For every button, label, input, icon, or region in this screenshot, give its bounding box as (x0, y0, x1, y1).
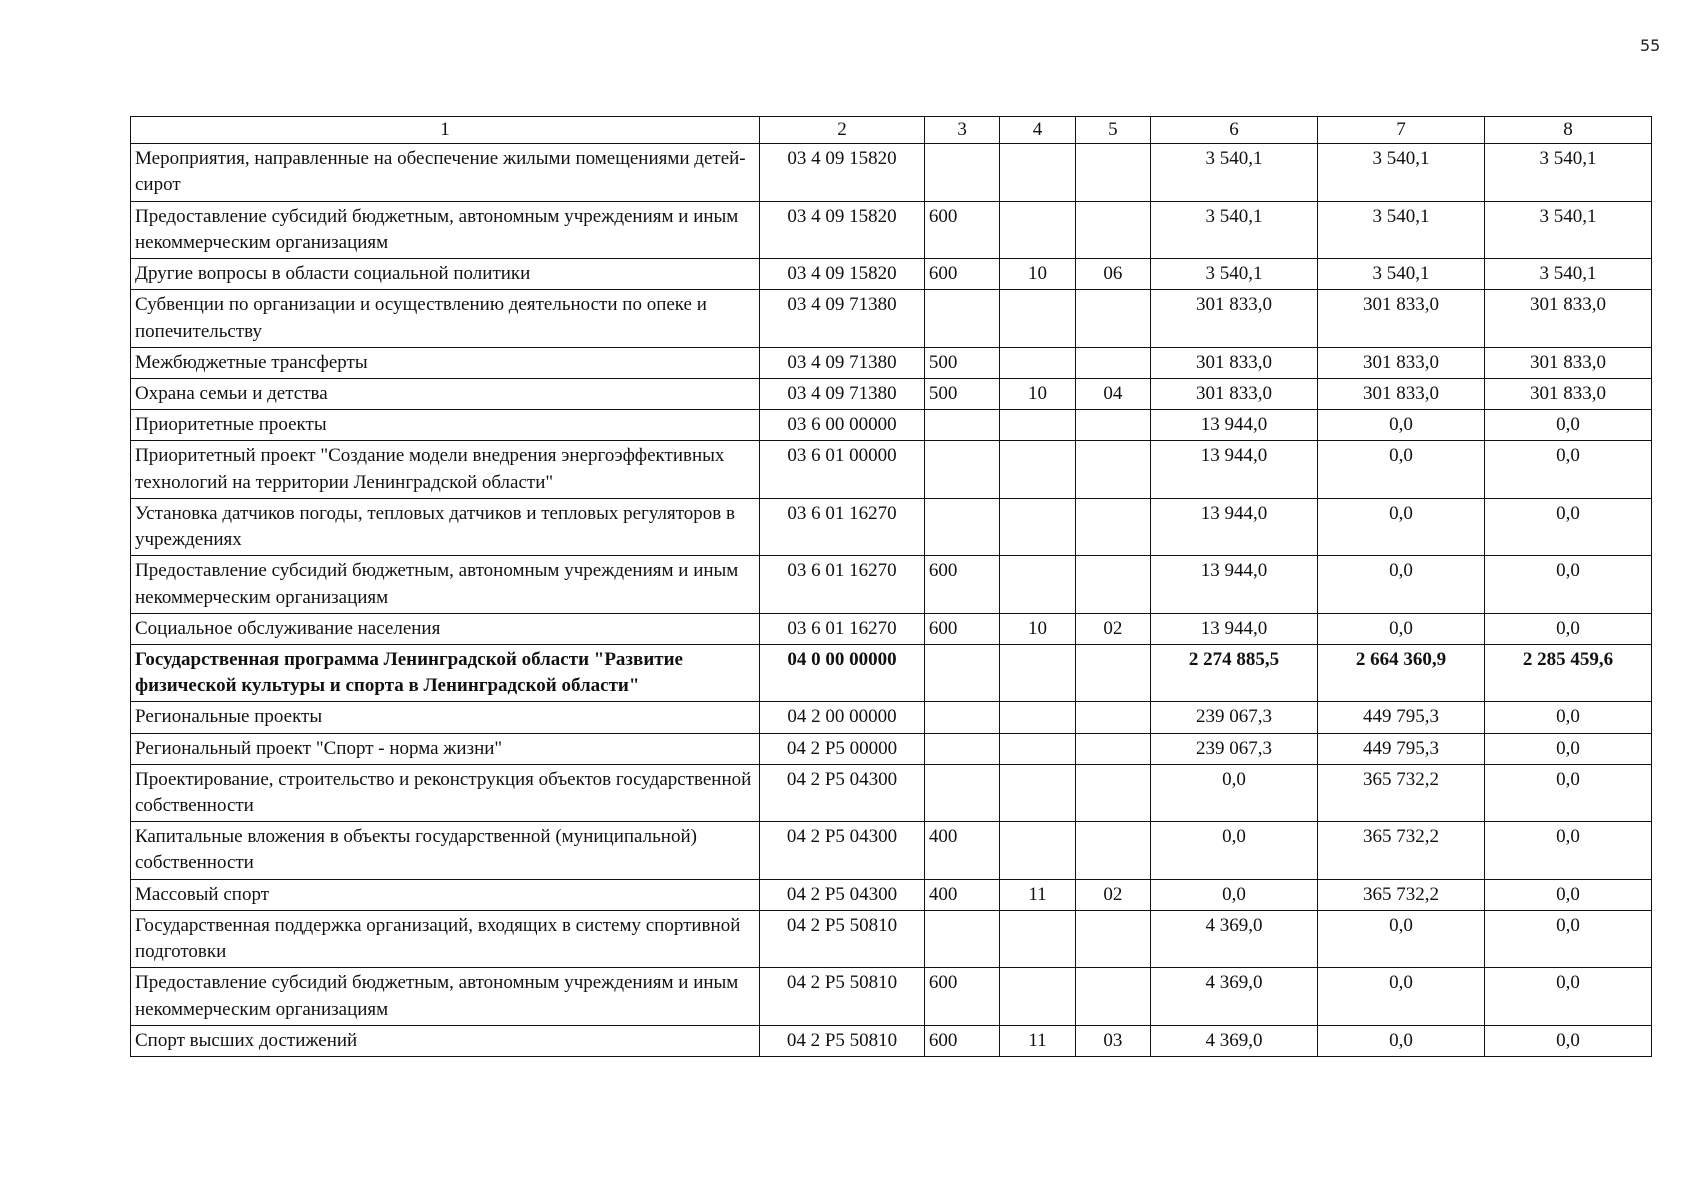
table-row (131, 910, 1652, 967)
table-row (131, 378, 1652, 409)
expense-type-cell: 600 (924, 556, 999, 613)
budget-code-cell: 04 2 P5 04300 (760, 879, 925, 910)
expense-type-cell (924, 498, 999, 555)
budget-code-cell: 03 6 01 16270 (760, 613, 925, 644)
header-row (131, 117, 1652, 144)
budget-code-cell: 04 2 P5 04300 (760, 764, 925, 821)
table-header (131, 117, 1652, 144)
row-name-cell: Предоставление субсидий бюджетным, автономным учреждениям и иным некоммерческим организациям (131, 968, 760, 1025)
amount-col7-cell: 2 664 360,9 (1318, 644, 1485, 701)
section-cell (1000, 764, 1075, 821)
amount-col6-cell: 0,0 (1151, 764, 1318, 821)
subsection-cell: 04 (1075, 378, 1150, 409)
page-number: 55 (1640, 36, 1661, 55)
table-row (131, 441, 1652, 498)
amount-col6-cell: 4 369,0 (1151, 910, 1318, 967)
header-cell: 3 (924, 117, 999, 144)
amount-col8-cell: 3 540,1 (1484, 144, 1651, 201)
amount-col7-cell: 365 732,2 (1318, 879, 1485, 910)
table-row (131, 144, 1652, 201)
row-name-cell: Государственная поддержка организаций, входящих в систему спортивной подготовки (131, 910, 760, 967)
amount-col7-cell: 365 732,2 (1318, 764, 1485, 821)
row-name-cell: Субвенции по организации и осуществлению деятельности по опеке и попечительству (131, 290, 760, 347)
budget-code-cell: 03 4 09 71380 (760, 347, 925, 378)
amount-col6-cell: 0,0 (1151, 822, 1318, 879)
header-cell: 1 (131, 117, 760, 144)
amount-col7-cell: 0,0 (1318, 1025, 1485, 1056)
subsection-cell: 02 (1075, 613, 1150, 644)
subsection-cell (1075, 702, 1150, 733)
subsection-cell (1075, 764, 1150, 821)
table-row (131, 290, 1652, 347)
budget-code-cell: 04 2 P5 50810 (760, 968, 925, 1025)
header-cell: 7 (1318, 117, 1485, 144)
section-cell (1000, 347, 1075, 378)
expense-type-cell (924, 733, 999, 764)
amount-col6-cell: 4 369,0 (1151, 1025, 1318, 1056)
amount-col6-cell: 13 944,0 (1151, 556, 1318, 613)
section-cell (1000, 498, 1075, 555)
amount-col8-cell: 0,0 (1484, 410, 1651, 441)
amount-col8-cell: 0,0 (1484, 733, 1651, 764)
section-cell: 11 (1000, 1025, 1075, 1056)
section-cell (1000, 968, 1075, 1025)
amount-col8-cell: 2 285 459,6 (1484, 644, 1651, 701)
amount-col8-cell: 3 540,1 (1484, 201, 1651, 258)
budget-code-cell: 03 4 09 15820 (760, 259, 925, 290)
section-cell: 10 (1000, 378, 1075, 409)
expense-type-cell: 400 (924, 879, 999, 910)
budget-table (130, 116, 1652, 1057)
table-row (131, 702, 1652, 733)
expense-type-cell: 600 (924, 259, 999, 290)
subsection-cell (1075, 144, 1150, 201)
amount-col6-cell: 301 833,0 (1151, 378, 1318, 409)
header-cell: 2 (760, 117, 925, 144)
budget-code-cell: 03 6 01 16270 (760, 556, 925, 613)
subsection-cell (1075, 556, 1150, 613)
amount-col7-cell: 0,0 (1318, 613, 1485, 644)
amount-col7-cell: 301 833,0 (1318, 290, 1485, 347)
expense-type-cell: 600 (924, 968, 999, 1025)
amount-col7-cell: 0,0 (1318, 910, 1485, 967)
section-cell (1000, 290, 1075, 347)
budget-code-cell: 04 2 P5 50810 (760, 910, 925, 967)
amount-col7-cell: 0,0 (1318, 441, 1485, 498)
amount-col8-cell: 301 833,0 (1484, 347, 1651, 378)
section-cell (1000, 910, 1075, 967)
budget-code-cell: 04 2 P5 04300 (760, 822, 925, 879)
expense-type-cell: 600 (924, 1025, 999, 1056)
table-row (131, 556, 1652, 613)
row-name-cell: Охрана семьи и детства (131, 378, 760, 409)
amount-col8-cell: 3 540,1 (1484, 259, 1651, 290)
header-cell: 6 (1151, 117, 1318, 144)
header-cell: 4 (1000, 117, 1075, 144)
budget-code-cell: 04 2 00 00000 (760, 702, 925, 733)
table-row (131, 733, 1652, 764)
subsection-cell (1075, 910, 1150, 967)
table-row (131, 613, 1652, 644)
row-name-cell: Приоритетный проект "Создание модели внедрения энергоэффективных технологий на территории Ленинградской области" (131, 441, 760, 498)
table-row (131, 201, 1652, 258)
amount-col6-cell: 4 369,0 (1151, 968, 1318, 1025)
amount-col8-cell: 0,0 (1484, 764, 1651, 821)
amount-col6-cell: 13 944,0 (1151, 613, 1318, 644)
subsection-cell: 06 (1075, 259, 1150, 290)
subsection-cell (1075, 441, 1150, 498)
amount-col8-cell: 301 833,0 (1484, 290, 1651, 347)
amount-col7-cell: 0,0 (1318, 498, 1485, 555)
expense-type-cell: 500 (924, 378, 999, 409)
amount-col8-cell: 0,0 (1484, 1025, 1651, 1056)
subsection-cell (1075, 201, 1150, 258)
amount-col8-cell: 0,0 (1484, 613, 1651, 644)
amount-col7-cell: 0,0 (1318, 410, 1485, 441)
subsection-cell: 02 (1075, 879, 1150, 910)
budget-code-cell: 03 6 01 16270 (760, 498, 925, 555)
row-name-cell: Другие вопросы в области социальной политики (131, 259, 760, 290)
section-cell (1000, 441, 1075, 498)
amount-col8-cell: 0,0 (1484, 879, 1651, 910)
subsection-cell (1075, 410, 1150, 441)
table-row (131, 822, 1652, 879)
expense-type-cell: 500 (924, 347, 999, 378)
amount-col6-cell: 301 833,0 (1151, 290, 1318, 347)
section-cell: 10 (1000, 259, 1075, 290)
amount-col7-cell: 301 833,0 (1318, 347, 1485, 378)
amount-col8-cell: 0,0 (1484, 441, 1651, 498)
amount-col8-cell: 0,0 (1484, 556, 1651, 613)
expense-type-cell (924, 290, 999, 347)
section-cell: 10 (1000, 613, 1075, 644)
table-row (131, 644, 1652, 701)
budget-code-cell: 03 4 09 71380 (760, 290, 925, 347)
row-name-cell: Спорт высших достижений (131, 1025, 760, 1056)
budget-code-cell: 03 4 09 71380 (760, 378, 925, 409)
table-row (131, 764, 1652, 821)
budget-code-cell: 04 2 P5 00000 (760, 733, 925, 764)
table-row (131, 968, 1652, 1025)
amount-col7-cell: 449 795,3 (1318, 733, 1485, 764)
row-name-cell: Социальное обслуживание населения (131, 613, 760, 644)
expense-type-cell (924, 644, 999, 701)
table-row (131, 1025, 1652, 1056)
table-row (131, 879, 1652, 910)
amount-col6-cell: 0,0 (1151, 879, 1318, 910)
subsection-cell (1075, 644, 1150, 701)
expense-type-cell: 400 (924, 822, 999, 879)
table-row (131, 410, 1652, 441)
section-cell (1000, 822, 1075, 879)
expense-type-cell: 600 (924, 201, 999, 258)
expense-type-cell (924, 441, 999, 498)
budget-code-cell: 03 4 09 15820 (760, 201, 925, 258)
section-cell (1000, 733, 1075, 764)
header-cell: 8 (1484, 117, 1651, 144)
row-name-cell: Капитальные вложения в объекты государственной (муниципальной) собственности (131, 822, 760, 879)
budget-code-cell: 03 6 00 00000 (760, 410, 925, 441)
subsection-cell: 03 (1075, 1025, 1150, 1056)
expense-type-cell: 600 (924, 613, 999, 644)
row-name-cell: Приоритетные проекты (131, 410, 760, 441)
row-name-cell: Межбюджетные трансферты (131, 347, 760, 378)
subsection-cell (1075, 347, 1150, 378)
budget-code-cell: 04 2 P5 50810 (760, 1025, 925, 1056)
row-name-cell: Государственная программа Ленинградской области "Развитие физической культуры и спорта в Ленинградской области" (131, 644, 760, 701)
section-cell (1000, 644, 1075, 701)
section-cell (1000, 702, 1075, 733)
amount-col7-cell: 0,0 (1318, 968, 1485, 1025)
amount-col6-cell: 3 540,1 (1151, 201, 1318, 258)
amount-col8-cell: 0,0 (1484, 968, 1651, 1025)
amount-col8-cell: 0,0 (1484, 498, 1651, 555)
amount-col6-cell: 239 067,3 (1151, 733, 1318, 764)
amount-col7-cell: 301 833,0 (1318, 378, 1485, 409)
expense-type-cell (924, 910, 999, 967)
table-row (131, 347, 1652, 378)
subsection-cell (1075, 498, 1150, 555)
budget-code-cell: 03 4 09 15820 (760, 144, 925, 201)
row-name-cell: Проектирование, строительство и реконструкция объектов государственной собственности (131, 764, 760, 821)
amount-col6-cell: 3 540,1 (1151, 144, 1318, 201)
section-cell (1000, 144, 1075, 201)
expense-type-cell (924, 764, 999, 821)
row-name-cell: Предоставление субсидий бюджетным, автономным учреждениям и иным некоммерческим организациям (131, 556, 760, 613)
amount-col6-cell: 2 274 885,5 (1151, 644, 1318, 701)
row-name-cell: Региональный проект "Спорт - норма жизни" (131, 733, 760, 764)
row-name-cell: Мероприятия, направленные на обеспечение жилыми помещениями детей-сирот (131, 144, 760, 201)
section-cell: 11 (1000, 879, 1075, 910)
budget-code-cell: 03 6 01 00000 (760, 441, 925, 498)
table-row (131, 498, 1652, 555)
table-body (131, 144, 1652, 1057)
amount-col6-cell: 13 944,0 (1151, 410, 1318, 441)
amount-col8-cell: 0,0 (1484, 822, 1651, 879)
amount-col7-cell: 3 540,1 (1318, 144, 1485, 201)
amount-col6-cell: 13 944,0 (1151, 498, 1318, 555)
row-name-cell: Предоставление субсидий бюджетным, автономным учреждениям и иным некоммерческим организациям (131, 201, 760, 258)
subsection-cell (1075, 290, 1150, 347)
amount-col8-cell: 0,0 (1484, 702, 1651, 733)
subsection-cell (1075, 822, 1150, 879)
section-cell (1000, 556, 1075, 613)
amount-col8-cell: 301 833,0 (1484, 378, 1651, 409)
expense-type-cell (924, 410, 999, 441)
row-name-cell: Установка датчиков погоды, тепловых датчиков и тепловых регуляторов в учреждениях (131, 498, 760, 555)
subsection-cell (1075, 968, 1150, 1025)
row-name-cell: Региональные проекты (131, 702, 760, 733)
expense-type-cell (924, 702, 999, 733)
section-cell (1000, 201, 1075, 258)
budget-code-cell: 04 0 00 00000 (760, 644, 925, 701)
amount-col7-cell: 3 540,1 (1318, 201, 1485, 258)
table-row (131, 259, 1652, 290)
expense-type-cell (924, 144, 999, 201)
subsection-cell (1075, 733, 1150, 764)
amount-col7-cell: 365 732,2 (1318, 822, 1485, 879)
header-cell: 5 (1075, 117, 1150, 144)
amount-col6-cell: 301 833,0 (1151, 347, 1318, 378)
row-name-cell: Массовый спорт (131, 879, 760, 910)
amount-col6-cell: 13 944,0 (1151, 441, 1318, 498)
amount-col8-cell: 0,0 (1484, 910, 1651, 967)
section-cell (1000, 410, 1075, 441)
amount-col7-cell: 449 795,3 (1318, 702, 1485, 733)
amount-col6-cell: 239 067,3 (1151, 702, 1318, 733)
amount-col7-cell: 3 540,1 (1318, 259, 1485, 290)
amount-col7-cell: 0,0 (1318, 556, 1485, 613)
amount-col6-cell: 3 540,1 (1151, 259, 1318, 290)
